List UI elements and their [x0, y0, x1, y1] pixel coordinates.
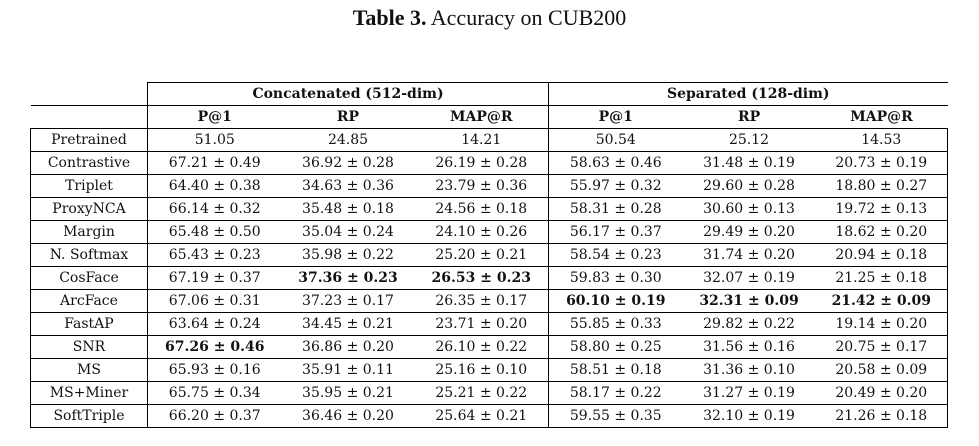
value-cell: 36.92 ± 0.28: [282, 152, 415, 175]
value-cell: 58.17 ± 0.22: [549, 382, 683, 405]
value-cell: 36.46 ± 0.20: [282, 405, 415, 428]
value-cell: 32.07 ± 0.19: [683, 267, 816, 290]
value-cell: 14.21: [415, 129, 549, 152]
table-row: [31, 221, 948, 244]
method-cell: SoftTriple: [31, 405, 148, 428]
method-cell: Triplet: [31, 175, 148, 198]
value-cell: 30.60 ± 0.13: [683, 198, 816, 221]
table-row: [31, 267, 948, 290]
method-cell: MS+Miner: [31, 382, 148, 405]
value-cell: 37.23 ± 0.17: [282, 290, 415, 313]
table-row: [31, 198, 948, 221]
value-cell: 32.31 ± 0.09: [683, 290, 816, 313]
method-cell: FastAP: [31, 313, 148, 336]
value-cell: 19.14 ± 0.20: [816, 313, 948, 336]
value-cell: 19.72 ± 0.13: [816, 198, 948, 221]
value-cell: 63.64 ± 0.24: [148, 313, 282, 336]
value-cell: 35.48 ± 0.18: [282, 198, 415, 221]
value-cell: 25.16 ± 0.10: [415, 359, 549, 382]
table-row: [31, 405, 948, 428]
method-cell: ProxyNCA: [31, 198, 148, 221]
value-cell: 35.98 ± 0.22: [282, 244, 415, 267]
value-cell: 35.91 ± 0.11: [282, 359, 415, 382]
method-header: [31, 106, 148, 129]
value-cell: 25.20 ± 0.21: [415, 244, 549, 267]
value-cell: 23.79 ± 0.36: [415, 175, 549, 198]
value-cell: 29.82 ± 0.22: [683, 313, 816, 336]
group-header-separated: Separated (128-dim): [549, 83, 948, 106]
value-cell: 67.19 ± 0.37: [148, 267, 282, 290]
group-header-row: [31, 83, 948, 106]
table-row: [31, 152, 948, 175]
value-cell: 24.10 ± 0.26: [415, 221, 549, 244]
value-cell: 21.26 ± 0.18: [816, 405, 948, 428]
method-cell: Contrastive: [31, 152, 148, 175]
table-row: [31, 382, 948, 405]
value-cell: 35.95 ± 0.21: [282, 382, 415, 405]
value-cell: 31.36 ± 0.10: [683, 359, 816, 382]
value-cell: 58.31 ± 0.28: [549, 198, 683, 221]
value-cell: 51.05: [148, 129, 282, 152]
caption-text: Accuracy on CUB200: [430, 5, 627, 30]
value-cell: 50.54: [549, 129, 683, 152]
value-cell: 25.21 ± 0.22: [415, 382, 549, 405]
value-cell: 35.04 ± 0.24: [282, 221, 415, 244]
value-cell: 34.63 ± 0.36: [282, 175, 415, 198]
table-body: [31, 129, 948, 428]
method-cell: CosFace: [31, 267, 148, 290]
value-cell: 58.54 ± 0.23: [549, 244, 683, 267]
value-cell: 65.93 ± 0.16: [148, 359, 282, 382]
value-cell: 20.94 ± 0.18: [816, 244, 948, 267]
value-cell: 59.83 ± 0.30: [549, 267, 683, 290]
value-cell: 20.49 ± 0.20: [816, 382, 948, 405]
method-cell: ArcFace: [31, 290, 148, 313]
table-row: [31, 175, 948, 198]
value-cell: 55.85 ± 0.33: [549, 313, 683, 336]
value-cell: 20.75 ± 0.17: [816, 336, 948, 359]
table-row: [31, 336, 948, 359]
table-row: [31, 313, 948, 336]
value-cell: 31.56 ± 0.16: [683, 336, 816, 359]
metric-header: P@1: [148, 106, 282, 129]
value-cell: 37.36 ± 0.23: [282, 267, 415, 290]
value-cell: 58.51 ± 0.18: [549, 359, 683, 382]
corner-cell: [31, 83, 148, 106]
value-cell: 34.45 ± 0.21: [282, 313, 415, 336]
value-cell: 36.86 ± 0.20: [282, 336, 415, 359]
value-cell: 25.64 ± 0.21: [415, 405, 549, 428]
value-cell: 14.53: [816, 129, 948, 152]
value-cell: 26.10 ± 0.22: [415, 336, 549, 359]
value-cell: 65.48 ± 0.50: [148, 221, 282, 244]
group-header-concatenated: Concatenated (512-dim): [148, 83, 549, 106]
accuracy-table: [30, 82, 948, 428]
value-cell: 26.53 ± 0.23: [415, 267, 549, 290]
table-row: [31, 129, 948, 152]
value-cell: 64.40 ± 0.38: [148, 175, 282, 198]
value-cell: 56.17 ± 0.37: [549, 221, 683, 244]
metric-header-row: [31, 106, 948, 129]
value-cell: 32.10 ± 0.19: [683, 405, 816, 428]
metric-header: RP: [282, 106, 415, 129]
method-cell: N. Softmax: [31, 244, 148, 267]
value-cell: 31.48 ± 0.19: [683, 152, 816, 175]
table-row: [31, 244, 948, 267]
value-cell: 65.43 ± 0.23: [148, 244, 282, 267]
value-cell: 20.58 ± 0.09: [816, 359, 948, 382]
value-cell: 18.80 ± 0.27: [816, 175, 948, 198]
metric-header: MAP@R: [816, 106, 948, 129]
value-cell: 67.21 ± 0.49: [148, 152, 282, 175]
value-cell: 25.12: [683, 129, 816, 152]
value-cell: 26.35 ± 0.17: [415, 290, 549, 313]
method-cell: Pretrained: [31, 129, 148, 152]
table-row: [31, 359, 948, 382]
value-cell: 23.71 ± 0.20: [415, 313, 549, 336]
table-row: [31, 290, 948, 313]
value-cell: 66.20 ± 0.37: [148, 405, 282, 428]
value-cell: 21.25 ± 0.18: [816, 267, 948, 290]
metric-header: P@1: [549, 106, 683, 129]
value-cell: 65.75 ± 0.34: [148, 382, 282, 405]
value-cell: 29.60 ± 0.28: [683, 175, 816, 198]
value-cell: 31.27 ± 0.19: [683, 382, 816, 405]
value-cell: 58.63 ± 0.46: [549, 152, 683, 175]
value-cell: 18.62 ± 0.20: [816, 221, 948, 244]
value-cell: 29.49 ± 0.20: [683, 221, 816, 244]
value-cell: 26.19 ± 0.28: [415, 152, 549, 175]
value-cell: 60.10 ± 0.19: [549, 290, 683, 313]
method-cell: Margin: [31, 221, 148, 244]
metric-header: RP: [683, 106, 816, 129]
value-cell: 20.73 ± 0.19: [816, 152, 948, 175]
value-cell: 24.85: [282, 129, 415, 152]
method-cell: MS: [31, 359, 148, 382]
value-cell: 66.14 ± 0.32: [148, 198, 282, 221]
value-cell: 59.55 ± 0.35: [549, 405, 683, 428]
metric-header: MAP@R: [415, 106, 549, 129]
value-cell: 31.74 ± 0.20: [683, 244, 816, 267]
table-caption: [0, 5, 979, 31]
value-cell: 67.26 ± 0.46: [148, 336, 282, 359]
caption-label: Table 3.: [352, 5, 427, 30]
value-cell: 55.97 ± 0.32: [549, 175, 683, 198]
method-cell: SNR: [31, 336, 148, 359]
value-cell: 21.42 ± 0.09: [816, 290, 948, 313]
value-cell: 58.80 ± 0.25: [549, 336, 683, 359]
value-cell: 24.56 ± 0.18: [415, 198, 549, 221]
value-cell: 67.06 ± 0.31: [148, 290, 282, 313]
